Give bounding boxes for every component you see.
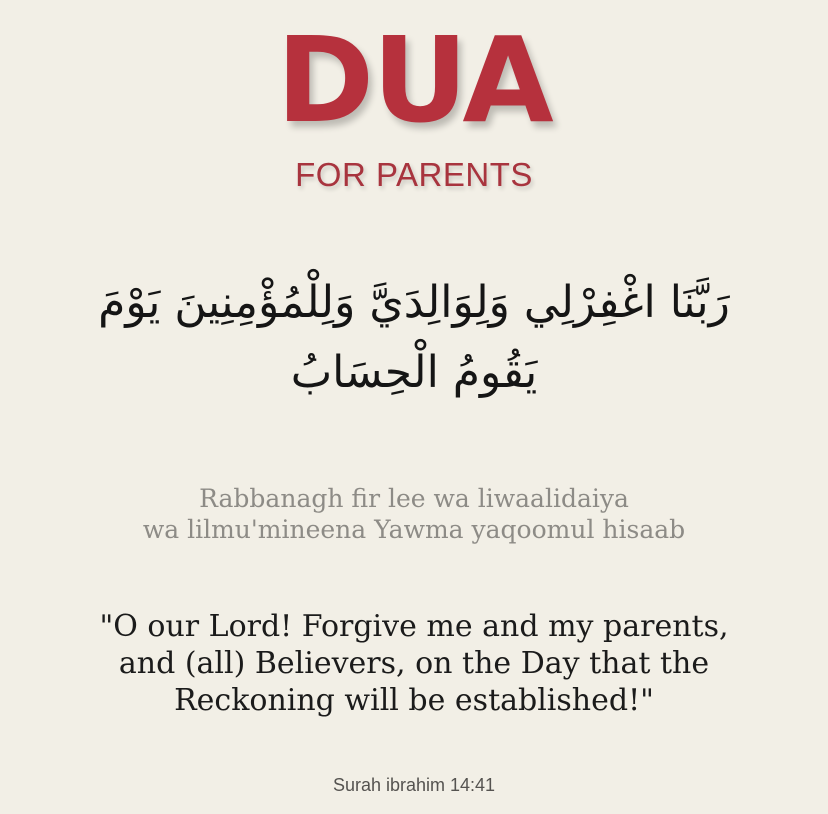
arabic-verse xyxy=(30,268,798,408)
transliteration-line-2: wa lilmu'mineena Yawma yaqoomul hisaab xyxy=(142,515,686,544)
transliteration xyxy=(0,483,828,545)
translation-line-2: and (all) Believers, on the Day that the xyxy=(118,646,710,681)
arabic-line-2: يَقُومُ الْحِسَابُ xyxy=(290,347,538,398)
translation-line-1: "O our Lord! Forgive me and my parents, xyxy=(99,609,729,644)
translation-line-3: Reckoning will be established!" xyxy=(174,683,654,718)
translation-quote xyxy=(0,608,828,719)
page-subtitle: FOR PARENTS xyxy=(295,156,533,193)
page-title: DUA xyxy=(276,11,552,149)
arabic-line-1: رَبَّنَا اغْفِرْلِي وَلِوَالِدَيَّ وَلِلْمُؤْمِنِينَ يَوْمَ xyxy=(98,277,730,328)
transliteration-line-1: Rabbanagh fir lee wa liwaalidaiya xyxy=(199,484,629,513)
surah-reference: Surah ibrahim 14:41 xyxy=(332,775,496,795)
